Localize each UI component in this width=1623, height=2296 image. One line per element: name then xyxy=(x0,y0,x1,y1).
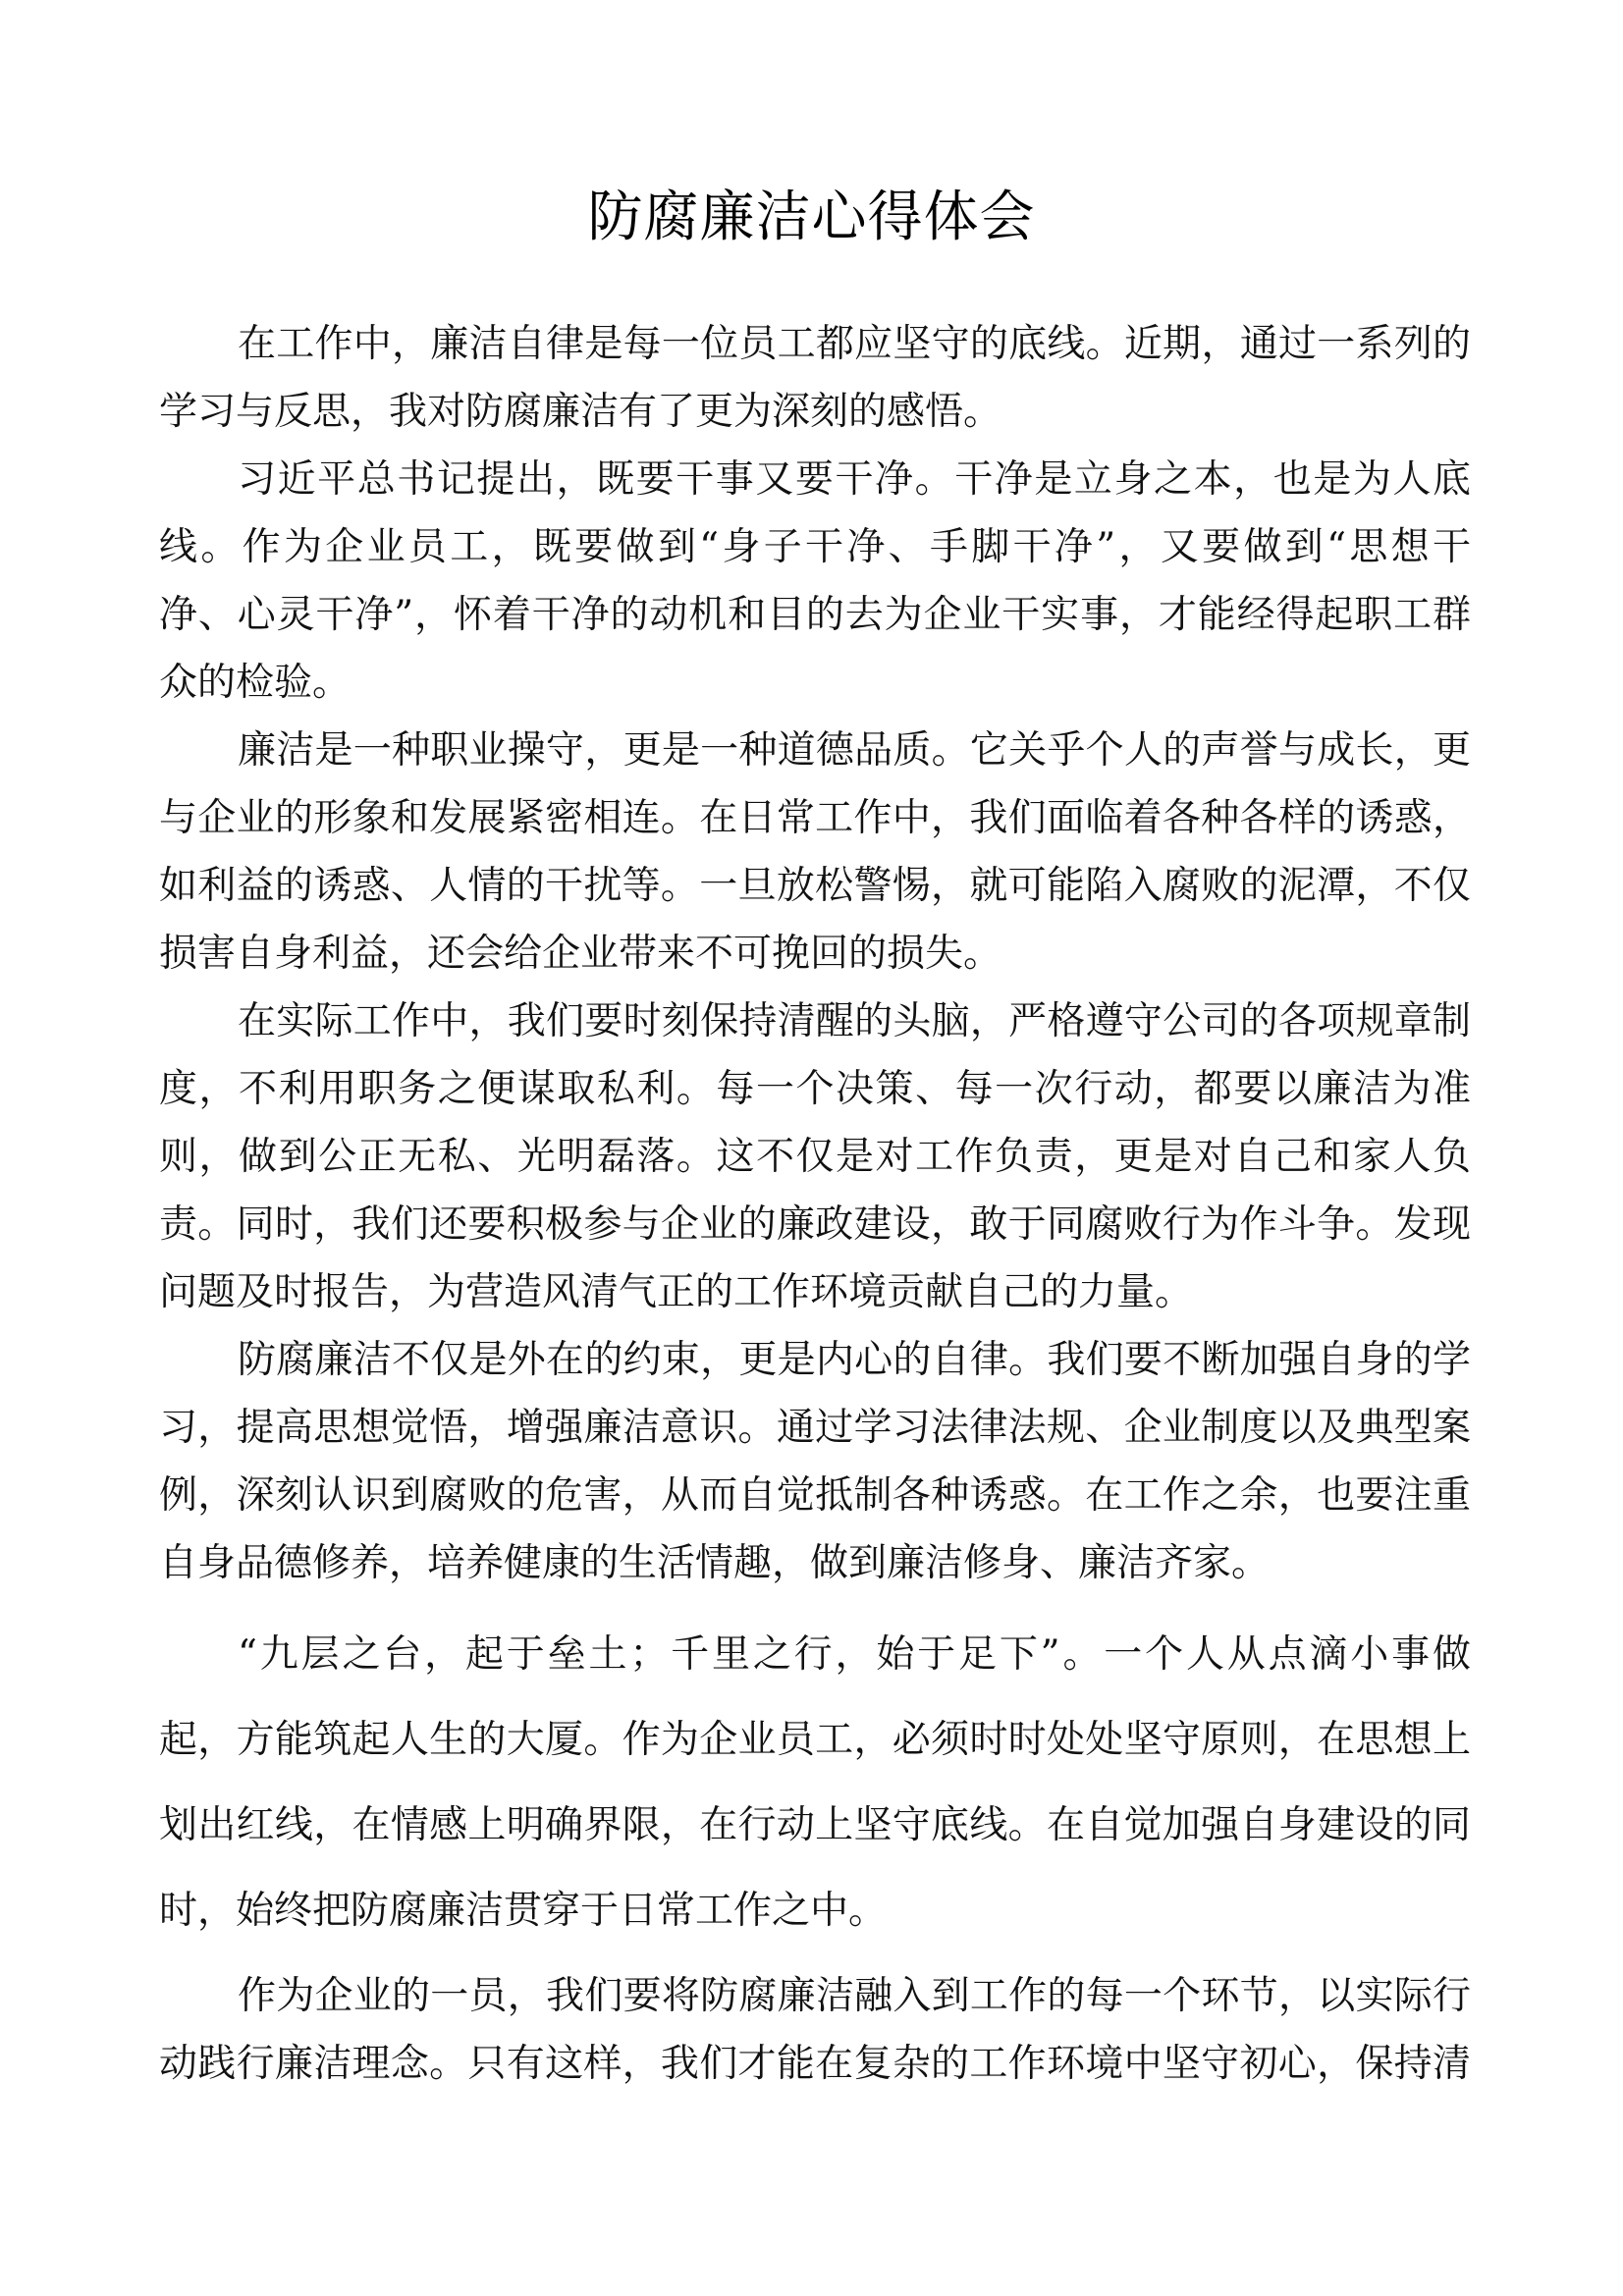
text-line: 习，提高思想觉悟，增强廉洁意识。通过学习法律法规、企业制度以及典型案 xyxy=(159,1406,1471,1450)
text-line: 众的检验。 xyxy=(159,661,352,705)
text-line: 如利益的诱惑、人情的干扰等。一旦放松警惕，就可能陷入腐败的泥潭，不仅 xyxy=(159,864,1471,908)
text-line: “九层之台，起于垒土；千里之行，始于足下”。一个人从点滴小事做 xyxy=(238,1632,1471,1677)
text-line: 度，不利用职务之便谋取私利。每一个决策、每一次行动，都要以廉洁为准 xyxy=(159,1067,1471,1111)
text-line: 时，始终把防腐廉洁贯穿于日常工作之中。 xyxy=(159,1889,888,1933)
text-line: 与企业的形象和发展紧密相连。在日常工作中，我们面临着各种各样的诱惑， xyxy=(159,796,1471,840)
text-line: 在实际工作中，我们要时刻保持清醒的头脑，严格遵守公司的各项规章制 xyxy=(238,999,1471,1043)
text-line: 净、心灵干净”，怀着干净的动机和目的去为企业干实事，才能经得起职工群 xyxy=(159,593,1471,637)
document-title: 防腐廉洁心得体会 xyxy=(587,186,1036,249)
text-line: 廉洁是一种职业操守，更是一种道德品质。它关乎个人的声誉与成长，更 xyxy=(238,728,1471,773)
text-line: 责。同时，我们还要积极参与企业的廉政建设，敢于同腐败行为作斗争。发现 xyxy=(159,1202,1471,1247)
text-line: 学习与反思，我对防腐廉洁有了更为深刻的感悟。 xyxy=(159,390,1002,434)
text-line: 则，做到公正无私、光明磊落。这不仅是对工作负责，更是对自己和家人负 xyxy=(159,1135,1471,1179)
text-line: 习近平总书记提出，既要干事又要干净。干净是立身之本，也是为人底 xyxy=(238,457,1471,502)
text-line: 自身品德修养，培养健康的生活情趣，做到廉洁修身、廉洁齐家。 xyxy=(159,1541,1271,1585)
text-line: 动践行廉洁理念。只有这样，我们才能在复杂的工作环境中坚守初心，保持清 xyxy=(159,2042,1471,2086)
text-line: 例，深刻认识到腐败的危害，从而自觉抵制各种诱惑。在工作之余，也要注重 xyxy=(159,1473,1471,1518)
text-line: 在工作中，廉洁自律是每一位员工都应坚守的底线。近期，通过一系列的 xyxy=(238,322,1471,366)
text-line: 问题及时报告，为营造风清气正的工作环境贡献自己的力量。 xyxy=(159,1270,1194,1314)
text-line: 损害自身利益，还会给企业带来不可挽回的损失。 xyxy=(159,932,1002,976)
text-line: 作为企业的一员，我们要将防腐廉洁融入到工作的每一个环节，以实际行 xyxy=(238,1974,1471,2018)
text-line: 防腐廉洁不仅是外在的约束，更是内心的自律。我们要不断加强自身的学 xyxy=(238,1338,1471,1382)
text-line: 线。作为企业员工，既要做到“身子干净、手脚干净”，又要做到“思想干 xyxy=(159,525,1471,569)
text-line: 起，方能筑起人生的大厦。作为企业员工，必须时时处处坚守原则，在思想上 xyxy=(159,1718,1471,1762)
text-line: 划出红线，在情感上明确界限，在行动上坚守底线。在自觉加强自身建设的同 xyxy=(159,1803,1471,1847)
